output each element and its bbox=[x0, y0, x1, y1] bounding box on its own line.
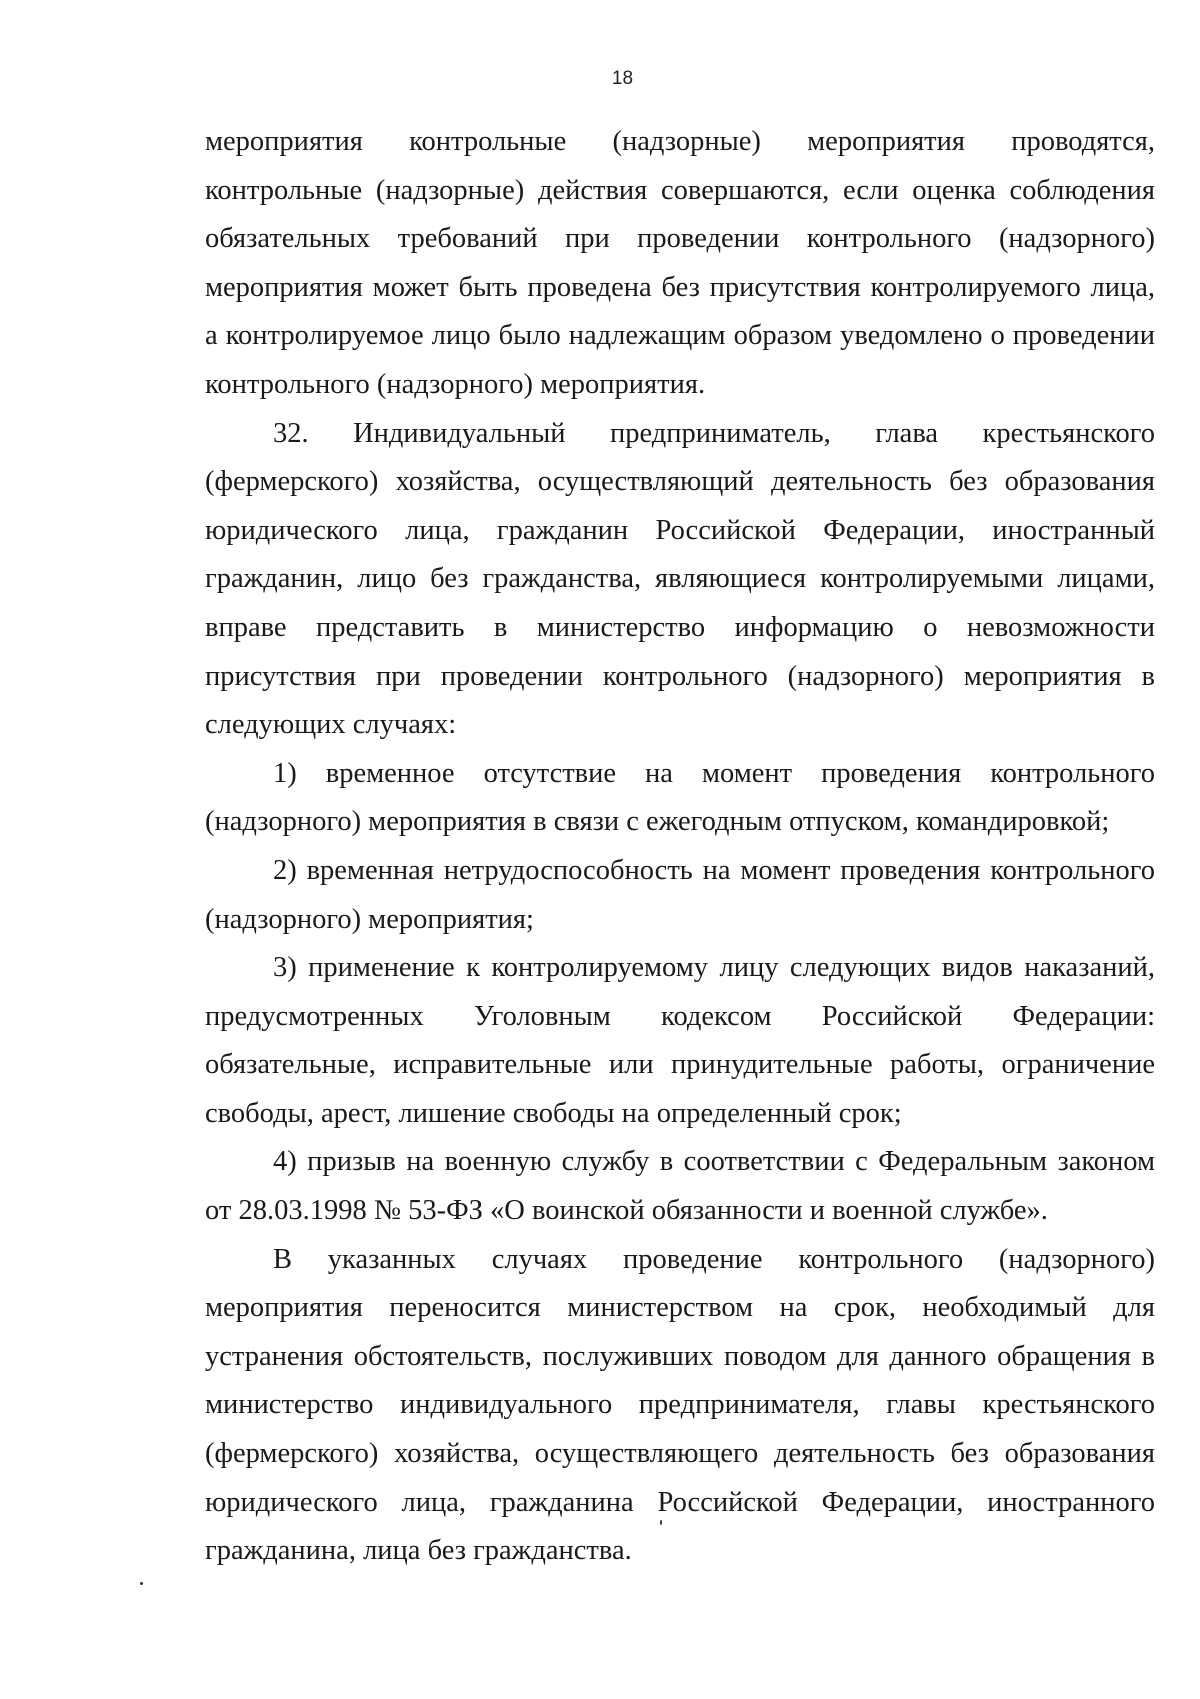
list-item-3: 3) применение к контролируемому лицу следующих видов наказаний, предусмотренных Уголовным кодексом Российской Федерации: обязательные, исправительные или принудительные работы, ограничение свободы, арест, лишение свободы на определенный срок; bbox=[205, 952, 1155, 1129]
paragraph-item-32: 32. Индивидуальный предприниматель, глава крестьянского (фермерского) хозяйства, осуществляющий деятельность без образования юридического лица, гражданин Российской Федерации, иностранный гражданин, лицо без гражданства, являющиеся контролируемыми лицами, вправе представить в министерство информацию о невозможности присутствия при проведении контрольного (надзорного) мероприятия в следующих случаях: bbox=[205, 417, 1155, 741]
scan-speck bbox=[660, 1520, 662, 1525]
list-item-4: 4) призыв на военную службу в соответствии с Федеральным законом от 28.03.1998 № 53-ФЗ «О воинской обязанности и военной службе». bbox=[205, 1146, 1155, 1227]
page-number: 18 bbox=[611, 68, 634, 89]
paragraph-continuation: мероприятия контрольные (надзорные) мероприятия проводятся, контрольные (надзорные) действия совершаются, если оценка соблюдения обязательных требований при проведении контрольного (надзорного) мероприятия может быть проведена без присутствия контролируемого лица, а контролируемое лицо было надлежащим образом уведомлено о проведении контрольного (надзорного) мероприятия. bbox=[205, 126, 1155, 400]
list-item-2: 2) временная нетрудоспособность на момент проведения контрольного (надзорного) мероприятия; bbox=[205, 854, 1155, 935]
list-item-1: 1) временное отсутствие на момент проведения контрольного (надзорного) мероприятия в связи с ежегодным отпуском, командировкой; bbox=[205, 757, 1155, 838]
paragraph-closing: В указанных случаях проведение контрольного (надзорного) мероприятия переносится министерством на срок, необходимый для устранения обстоятельств, послуживших поводом для данного обращения в министерство индивидуального предпринимателя, главы крестьянского (фермерского) хозяйства, осуществляющего деятельность без образования юридического лица, гражданина Российской Федерации, иностранного гражданина, лица без гражданства. bbox=[205, 1243, 1155, 1567]
document-body bbox=[205, 118, 1155, 1576]
scan-speck bbox=[140, 1582, 143, 1585]
